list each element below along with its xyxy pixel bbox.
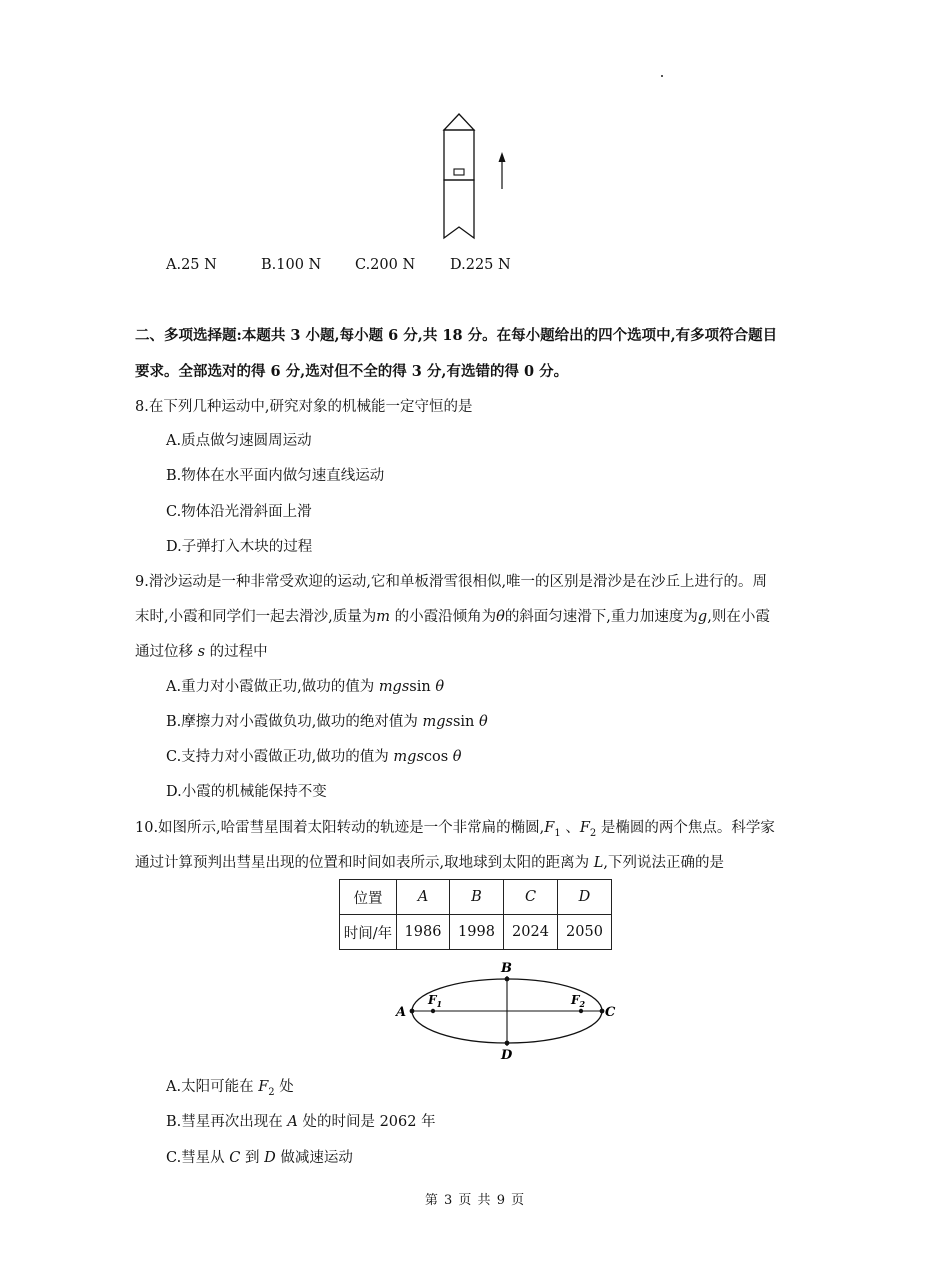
q9-option-b[interactable]: B.摩擦力对小霞做负功,做功的绝对值为 mgssin θ (166, 714, 488, 730)
rocket-body (444, 180, 474, 238)
focus-f2 (579, 1009, 583, 1013)
label-b: B (501, 961, 512, 976)
rocket-nose (444, 114, 474, 130)
section2-heading-line1: 二、多项选择题:本题共 3 小题,每小题 6 分,共 18 分。在每小题给出的四个选项中,有多项符合题目 (135, 327, 778, 344)
position-time-table (339, 879, 612, 950)
table-cell: 时间/年 (340, 915, 397, 950)
label-f2: $F_2$ (571, 993, 586, 1009)
q7-options (0, 257, 950, 277)
q8-stem: 8.在下列几种运动中,研究对象的机械能一定守恒的是 (135, 399, 473, 415)
q8-option-d[interactable]: D.子弹打入木块的过程 (166, 539, 313, 555)
table-cell: 1998 (450, 915, 504, 950)
q9-stem-line2: 末时,小霞和同学们一起去滑沙,质量为m 的小霞沿倾角为θ的斜面匀速滑下,重力加速度为g,则在小霞 (135, 609, 770, 625)
q9-stem-line3: 通过位移 s 的过程中 (135, 644, 268, 660)
q7-option-d[interactable]: D.225 N (450, 257, 511, 273)
rocket-figure (430, 108, 520, 248)
table-header-cell: D (558, 880, 612, 915)
table-header-cell: B (450, 880, 504, 915)
label-a: A (396, 1005, 407, 1020)
table-cell: 1986 (397, 915, 450, 950)
label-f1: $F_1$ (428, 993, 443, 1009)
q8-option-c[interactable]: C.物体沿光滑斜面上滑 (166, 504, 312, 520)
stray-dot (661, 75, 663, 77)
point-d (505, 1041, 510, 1046)
table-cell: 2050 (558, 915, 612, 950)
q8-option-b[interactable]: B.物体在水平面内做匀速直线运动 (166, 468, 385, 484)
point-b (505, 977, 510, 982)
label-c: C (605, 1005, 616, 1020)
table-header-cell: C (504, 880, 558, 915)
q7-option-a[interactable]: A.25 N (166, 257, 217, 273)
table-cell: 2024 (504, 915, 558, 950)
q9-option-d[interactable]: D.小霞的机械能保持不变 (166, 784, 327, 800)
label-d: D (501, 1048, 513, 1063)
focus-f1 (431, 1009, 435, 1013)
page-footer: 第 3 页 共 9 页 (424, 1193, 526, 1208)
section2-heading-line2: 要求。全部选对的得 6 分,选对但不全的得 3 分,有选错的得 0 分。 (135, 363, 569, 380)
q9-option-a[interactable]: A.重力对小霞做正功,做功的值为 mgssin θ (166, 679, 445, 695)
table-header-cell: A (397, 880, 450, 915)
q10-option-c[interactable]: C.彗星从 C 到 D 做减速运动 (166, 1150, 353, 1166)
q10-stem-line1: 10.如图所示,哈雷彗星围着太阳转动的轨迹是一个非常扁的椭圆$,F_1$ 、$F_2$ 是椭圆的两个焦点。科学家 (135, 820, 775, 839)
q10-option-a[interactable]: A.太阳可能在 $F_2$ 处 (166, 1079, 294, 1098)
q7-option-b[interactable]: B.100 N (261, 257, 322, 273)
point-c (600, 1009, 605, 1014)
table-row (340, 915, 612, 950)
table-row (340, 880, 612, 915)
rocket-cabin (444, 130, 474, 180)
q8-option-a[interactable]: A.质点做匀速圆周运动 (166, 433, 312, 449)
rocket-seat (454, 169, 464, 175)
q9-option-c[interactable]: C.支持力对小霞做正功,做功的值为 mgscos θ (166, 749, 462, 765)
q9-stem-line1: 9.滑沙运动是一种非常受欢迎的运动,它和单板滑雪很相似,唯一的区别是滑沙是在沙丘上进行的。周 (135, 574, 768, 590)
point-a (410, 1009, 415, 1014)
q10-option-b[interactable]: B.彗星再次出现在 A 处的时间是 2062 年 (166, 1114, 436, 1130)
table-header-cell: 位置 (340, 880, 397, 915)
q7-option-c[interactable]: C.200 N (355, 257, 416, 273)
q10-stem-line2: 通过计算预判出彗星出现的位置和时间如表所示,取地球到太阳的距离为 L,下列说法正确的是 (135, 855, 724, 871)
orbit-figure (390, 958, 625, 1064)
arrow-up-icon (499, 152, 506, 162)
